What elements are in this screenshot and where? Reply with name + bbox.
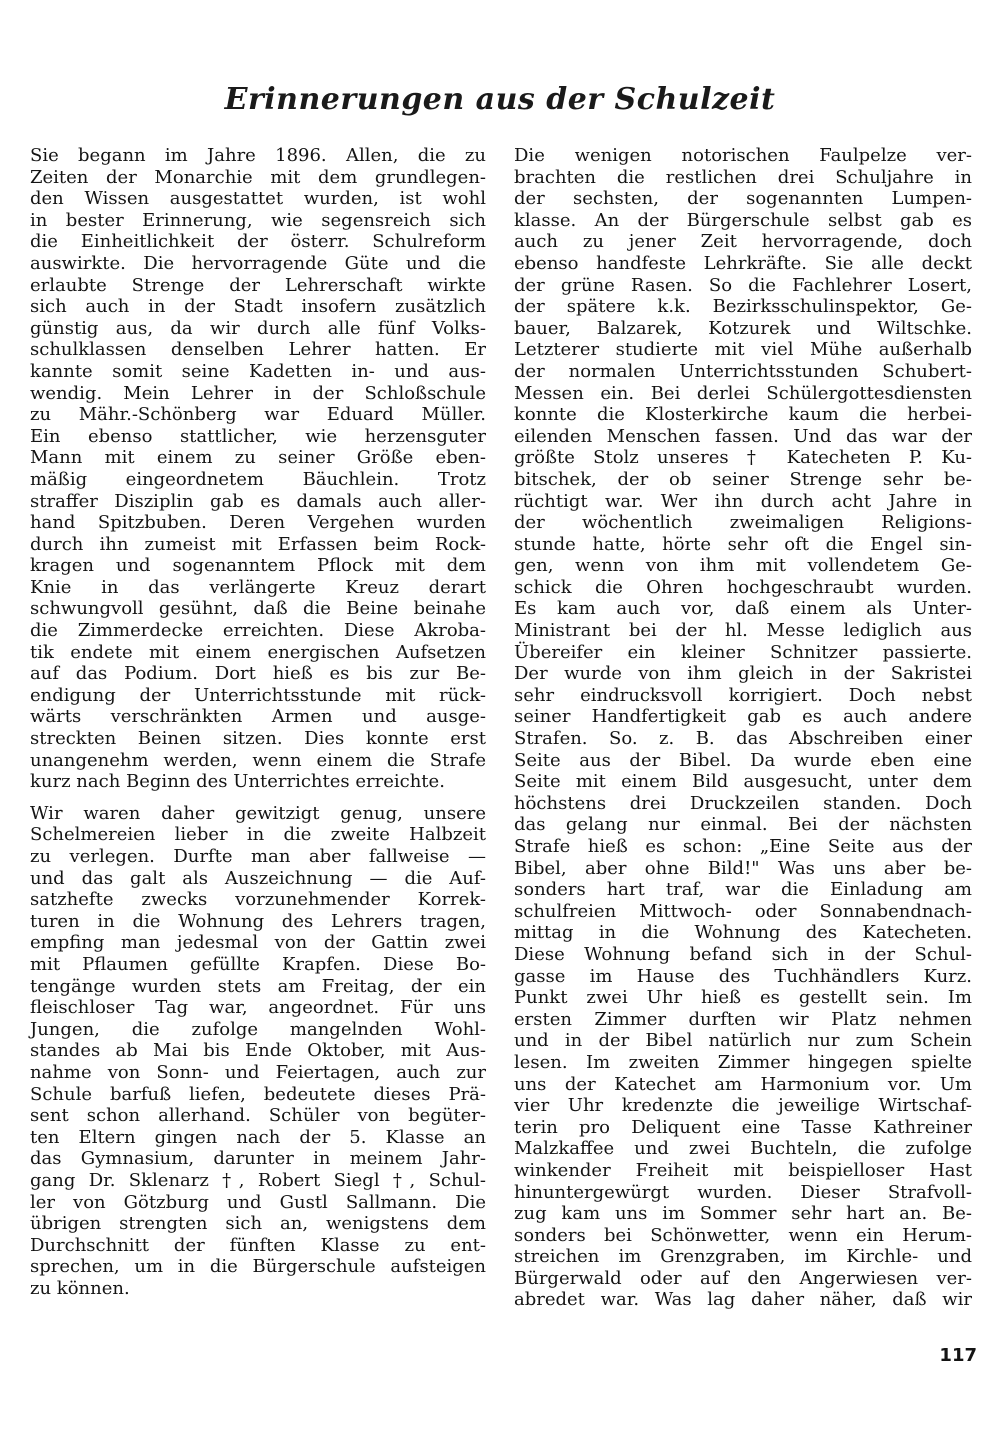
text-line: empfing man jedesmal von der Gattin zwei [30, 932, 486, 954]
text-line: erlaubte Strenge der Lehrerschaft wirkte [30, 274, 486, 296]
text-line: das Gymnasium, darunter in meinem Jahr- [30, 1148, 486, 1170]
text-line: winkender Freiheit mit beispielloser Hast [514, 1159, 972, 1181]
text-line: schulklassen denselben Lehrer hatten. Er [30, 339, 486, 361]
text-line: ersten Zimmer durften wir Platz nehmen [514, 1008, 972, 1030]
text-line: ler von Götzburg und Gustl Sallmann. Die [30, 1191, 486, 1213]
text-line: Seite aus der Bibel. Da wurde eben eine [514, 749, 972, 771]
text-line: kragen und sogenanntem Pflock mit dem [30, 555, 486, 577]
text-line: Durchschnitt der fünften Klasse zu ent- [30, 1234, 486, 1256]
text-line: uns der Katechet am Harmonium vor. Um [514, 1073, 972, 1095]
text-line: straffer Disziplin gab es damals auch aller- [30, 490, 486, 512]
text-line: in bester Erinnerung, wie segensreich sich [30, 209, 486, 231]
text-line: Mann mit einem zu seiner Größe eben- [30, 447, 486, 469]
text-line: lesen. Im zweiten Zimmer hingegen spielte [514, 1051, 972, 1073]
text-line: der wöchentlich zweimaligen Religions- [514, 512, 972, 534]
text-line: Die wenigen notorischen Faulpelze ver- [514, 145, 972, 166]
text-line: ebenso handfeste Lehrkräfte. Sie alle deckt [514, 252, 972, 274]
text-line: ten Eltern gingen nach der 5. Klasse an [30, 1126, 486, 1148]
text-line: mittag in die Wohnung des Katecheten. [514, 922, 972, 944]
text-line: standes ab Mai bis Ende Oktober, mit Aus- [30, 1040, 486, 1062]
text-line: übrigen strengten sich an, wenigstens dem [30, 1213, 486, 1235]
text-line: die Einheitlichkeit der österr. Schulreform [30, 231, 486, 253]
text-line: zug kam uns im Sommer sehr hart an. Be- [514, 1203, 972, 1225]
page-title: Erinnerungen aus der Schulzeit [224, 82, 776, 117]
text-line: konnte die Klosterkirche kaum die herbei- [514, 404, 972, 426]
left-column [30, 145, 486, 1299]
text-line: kannte somit seine Kadetten in- und aus- [30, 360, 486, 382]
text-line: kurz nach Beginn des Unterrichtes erreichte. [30, 771, 445, 793]
text-line: die Zimmerdecke erreichten. Diese Akroba- [30, 620, 486, 642]
text-line: eilenden Menschen fassen. Und das war der [514, 425, 972, 447]
text-line: Zeiten der Monarchie mit dem grundlegen- [30, 166, 486, 188]
text-line: vier Uhr kredenzte die jeweilige Wirtschaf- [514, 1095, 972, 1117]
text-line: klasse. An der Bürgerschule selbst gab es [514, 209, 972, 231]
text-line: tengänge wurden stets am Freitag, der ein [30, 975, 486, 997]
text-line: nahme von Sonn- und Feiertagen, auch zur [30, 1061, 486, 1083]
text-line: Seite mit einem Bild ausgesucht, unter dem [514, 771, 972, 793]
text-line: brachten die restlichen drei Schuljahre in [514, 166, 972, 188]
text-line: der sechsten, der sogenannten Lumpen- [514, 188, 972, 210]
text-line: gasse im Hause des Tuchhändlers Kurz. [514, 965, 972, 987]
text-line: der spätere k.k. Bezirksschulinspektor, Ge- [514, 296, 972, 318]
text-line: das gelang nur einmal. Bei der nächsten [514, 814, 972, 836]
text-line: seiner Handfertigkeit gab es auch andere [514, 706, 972, 728]
text-line: Wir waren daher gewitzigt genug, unsere [30, 802, 486, 824]
text-line: stunde hatte, hörte sehr oft die Engel sin- [514, 533, 972, 555]
text-line: Es kam auch vor, daß einem als Unter- [514, 598, 972, 620]
text-line: abredet war. Was lag daher näher, daß wir [514, 1289, 972, 1311]
text-line: tik endete mit einem energischen Aufsetzen [30, 641, 486, 663]
text-line: satzhefte zwecks vorzunehmender Korrek- [30, 889, 486, 911]
text-line: schick die Ohren hochgeschraubt wurden. [514, 576, 972, 598]
text-line: wärts verschränkten Armen und ausge- [30, 706, 486, 728]
text-line: auch zu jener Zeit hervorragende, doch [514, 231, 972, 253]
text-line: mäßig eingeordnetem Bäuchlein. Trotz [30, 468, 486, 490]
text-line: sprechen, um in die Bürgerschule aufsteigen [30, 1256, 486, 1278]
text-line: zu können. [30, 1277, 130, 1299]
text-line: Diese Wohnung befand sich in der Schul- [514, 943, 972, 965]
text-line: auf das Podium. Dort hieß es bis zur Be- [30, 663, 486, 685]
text-line: höchstens drei Druckzeilen standen. Doch [514, 792, 972, 814]
text-line: der normalen Unterrichtsstunden Schubert- [514, 360, 972, 382]
text-line: Punkt zwei Uhr hieß es gestellt sein. Im [514, 987, 972, 1009]
text-line: streckten Beinen sitzen. Dies konnte erst [30, 728, 486, 750]
text-line: hand Spitzbuben. Deren Vergehen wurden [30, 512, 486, 534]
text-line: größte Stolz unseres † Katecheten P. Ku- [514, 447, 972, 469]
text-line: rüchtigt war. Wer ihn durch acht Jahre in [514, 490, 972, 512]
text-line: schwungvoll gesühnt, daß die Beine beinahe [30, 598, 486, 620]
text-line: sonders bei Schönwetter, wenn ein Herum- [514, 1224, 972, 1246]
text-line: der grüne Rasen. So die Fachlehrer Losert, [514, 274, 972, 296]
text-line: und das galt als Auszeichnung — die Auf- [30, 867, 486, 889]
text-line: sich auch in der Stadt insofern zusätzlich [30, 296, 486, 318]
text-line: turen in die Wohnung des Lehrers tragen, [30, 910, 486, 932]
text-line: Ministrant bei der hl. Messe lediglich aus [514, 620, 972, 642]
text-line: endigung der Unterrichtsstunde mit rück- [30, 684, 486, 706]
text-line: wendig. Mein Lehrer in der Schloßschule [30, 382, 486, 404]
text-line: fleischloser Tag war, angeordnet. Für uns [30, 997, 486, 1019]
text-line: Strafen. So. z. B. das Abschreiben einer [514, 728, 972, 750]
text-line: zu verlegen. Durfte man aber fallweise — [30, 846, 486, 867]
text-line: Jungen, die zufolge mangelnden Wohl- [30, 1018, 486, 1040]
text-line: Messen ein. Bei derlei Schülergottesdiensten [514, 382, 972, 404]
text-line: terin pro Deliquent eine Tasse Kathreiner [514, 1116, 972, 1138]
paragraph-gap [30, 793, 486, 803]
text-line: Übereifer ein kleiner Schnitzer passierte. [514, 641, 972, 663]
text-line: Letzterer studierte mit viel Mühe außerhalb [514, 339, 972, 361]
text-line: Strafe hieß es schon: „Eine Seite aus der [514, 836, 972, 857]
text-line: schulfreien Mittwoch- oder Sonnabendnach- [514, 900, 972, 922]
text-line: sehr eindrucksvoll korrigiert. Doch nebst [514, 684, 972, 706]
text-line: hinuntergewürgt wurden. Dieser Strafvoll- [514, 1181, 972, 1203]
text-line: Schelmereien lieber in die zweite Halbzeit [30, 824, 486, 846]
text-line: Der wurde von ihm gleich in der Sakristei [514, 663, 972, 685]
text-line: Ein ebenso stattlicher, wie herzensguter [30, 425, 486, 447]
text-line: mit Pflaumen gefüllte Krapfen. Diese Bo- [30, 953, 486, 975]
text-line: gen, wenn von ihm mit vollendetem Ge- [514, 555, 972, 577]
text-line: streichen im Grenzgraben, im Kirchle- und [514, 1246, 972, 1268]
text-line: Malzkaffee und zwei Buchteln, die zufolge [514, 1138, 972, 1160]
text-line: durch ihn zumeist mit Erfassen beim Rock- [30, 533, 486, 555]
text-line: auswirkte. Die hervorragende Güte und die [30, 252, 486, 274]
text-line: Bibel, aber ohne Bild!" Was uns aber be- [514, 857, 972, 879]
text-line: bitschek, der ob seiner Strenge sehr be- [514, 468, 972, 490]
text-line: Schule barfuß liefen, bedeutete dieses Prä- [30, 1083, 486, 1105]
text-line: Knie in das verlängerte Kreuz derart [30, 576, 486, 598]
page-number: 117 [939, 1345, 977, 1366]
text-line: den Wissen ausgestattet wurden, ist wohl [30, 188, 486, 210]
right-column [514, 145, 972, 1311]
text-line: unangenehm werden, wenn einem die Strafe [30, 749, 486, 771]
text-line: Bürgerwald oder auf den Angerwiesen ver- [514, 1267, 972, 1289]
text-line: günstig aus, da wir durch alle fünf Volks- [30, 317, 486, 339]
text-line: bauer, Balzarek, Kotzurek und Wiltschke. [514, 317, 972, 339]
text-line: sent schon allerhand. Schüler von begüter- [30, 1105, 486, 1127]
text-line: Sie begann im Jahre 1896. Allen, die zu [30, 145, 486, 166]
text-line: sonders hart traf, war die Einladung am [514, 879, 972, 901]
text-line: gang Dr. Sklenarz †, Robert Siegl †, Schul- [30, 1169, 486, 1191]
text-line: zu Mähr.-Schönberg war Eduard Müller. [30, 404, 486, 426]
text-line: und in der Bibel natürlich nur zum Schein [514, 1030, 972, 1052]
